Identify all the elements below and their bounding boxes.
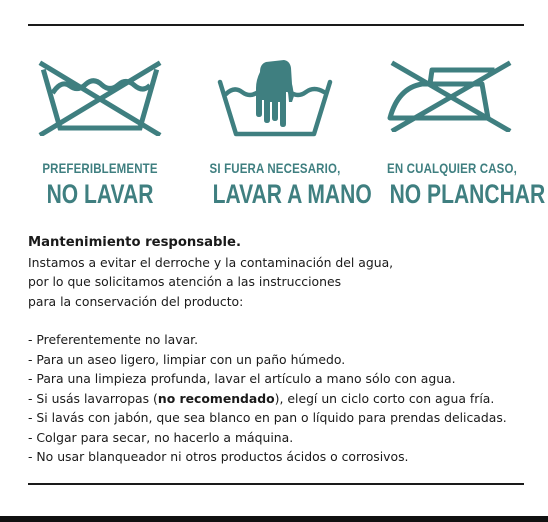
caption-lavar-a-mano bbox=[195, 160, 372, 210]
intro-line: para la conservación del producto: bbox=[28, 293, 244, 309]
caption-line1: SI FUERA NECESARIO, bbox=[209, 160, 341, 176]
item-text: - Si usás lavarropas ( bbox=[28, 390, 158, 406]
spacer bbox=[28, 311, 528, 330]
caption-line2: NO PLANCHAR bbox=[389, 179, 546, 209]
do-not-wash-icon bbox=[36, 58, 164, 136]
intro-line: Instamos a evitar el derroche y la contaminación del agua, bbox=[28, 254, 394, 270]
bottom-divider bbox=[28, 483, 524, 485]
caption-no-planchar bbox=[372, 160, 546, 210]
list-item: - Para una limpieza profunda, lavar el artículo a mano sólo con agua. bbox=[28, 371, 456, 386]
care-heading: Mantenimiento responsable. bbox=[28, 235, 241, 250]
item-text: ), elegí un ciclo corto con agua fría. bbox=[274, 390, 495, 406]
list-item: - Para un aseo ligero, limpiar con un paño húmedo. bbox=[28, 351, 346, 367]
list-item: - Si lavás con jabón, que sea blanco en pan o líquido para prendas delicadas. bbox=[28, 410, 507, 425]
hand-wash-icon bbox=[214, 58, 336, 138]
caption-line2: LAVAR A MANO bbox=[212, 179, 372, 209]
intro-line: por lo que solicitamos atención a las instrucciones bbox=[28, 274, 342, 289]
caption-line1: EN CUALQUIER CASO, bbox=[387, 160, 517, 176]
item-emphasis: no recomendado bbox=[157, 390, 275, 406]
caption-line1: PREFERIBLEMENTE bbox=[42, 160, 158, 176]
list-item: - No usar blanqueador ni otros productos ácidos o corrosivos. bbox=[28, 449, 409, 464]
caption-no-lavar bbox=[20, 160, 180, 210]
care-instructions bbox=[28, 233, 528, 467]
caption-line2: NO LAVAR bbox=[46, 179, 154, 209]
bottom-border bbox=[0, 516, 548, 522]
top-divider bbox=[28, 24, 524, 26]
list-item: - Colgar para secar, no hacerlo a máquina. bbox=[28, 429, 294, 445]
list-item bbox=[28, 389, 528, 409]
list-item: - Preferentemente no lavar. bbox=[28, 332, 199, 347]
do-not-iron-icon bbox=[384, 58, 516, 132]
